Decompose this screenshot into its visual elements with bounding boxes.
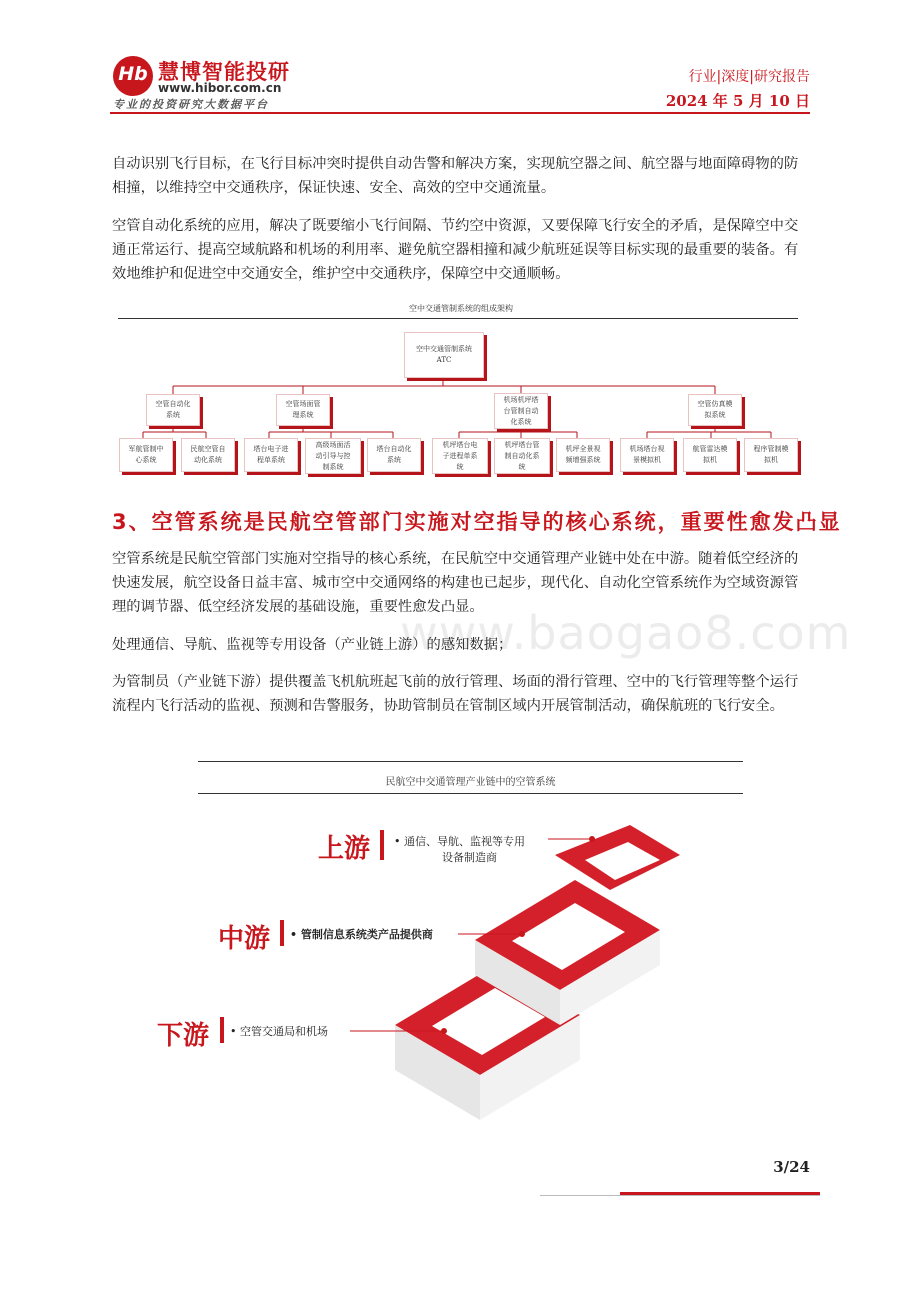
stage-upstream-label: 上游 (318, 834, 371, 864)
logo-icon: Hb (113, 56, 153, 96)
brand-url[interactable]: www.hibor.com.cn (158, 81, 282, 95)
stairs-graphic (360, 820, 680, 1140)
paragraph: 自动识别飞行目标，在飞行目标冲突时提供自动告警和解决方案，实现航空器之间、航空器与地面障碍物的防相撞，以维持空中交通秩序，保证快速、安全、高效的空中交通流量。 (112, 156, 799, 196)
org-node-surface: 空管场面管 理系统 (276, 394, 330, 426)
org-node-apron: 机场机坪塔 台管制自动 化系统 (494, 393, 548, 429)
org-node-root: 空中交通管制系统 ATC (404, 332, 484, 378)
org-node-leaf: 机坪塔台管 制自动化系 统 (494, 438, 550, 474)
org-node-leaf: 高级场面活 动引导与控 制系统 (305, 438, 361, 474)
org-node-leaf: 机坪塔台电 子进程单系 统 (432, 438, 488, 474)
footer-line (540, 1195, 820, 1196)
figure-rule (118, 318, 798, 319)
header-divider (110, 112, 810, 114)
report-date: 2024 年 5 月 10 日 (665, 92, 810, 110)
figure-title: 民航空中交通管理产业链中的空管系统 (385, 777, 556, 788)
stage-downstream-text: • 空管交通局和机场 (230, 1025, 328, 1038)
stage-connector (350, 1026, 450, 1036)
stage-midstream-text: • 管制信息系统类产品提供商 (290, 928, 433, 941)
stage-connector (548, 834, 598, 844)
report-category: 行业|深度|研究报告 (688, 69, 810, 85)
brand-name: 慧博智能投研 (158, 60, 290, 84)
org-node-automation: 空管自动化 系统 (146, 394, 200, 426)
paragraph: 空管系统是民航空管部门实施对空指导的核心系统，在民航空中交通管理产业链中处在中游。随着低空经济的快速发展，航空设备日益丰富、城市空中交通网络的构建也已起步，现代化、自动化空管系统作为空域资源管理的调节器、低空经济发展的基础设施，重要性愈发凸显。 (112, 551, 799, 615)
org-node-leaf: 民航空管自 动化系统 (181, 438, 235, 472)
footer-accent (620, 1192, 820, 1195)
org-node-leaf: 航管雷达模 拟机 (683, 438, 737, 472)
page-number: 3/24 (773, 1158, 810, 1176)
stage-midstream-label: 中游 (218, 924, 271, 954)
stage-bar (380, 830, 384, 860)
figure-rule (198, 793, 743, 794)
org-node-simulation: 空管仿真模 拟系统 (688, 394, 742, 426)
brand-slogan: 专业的投资研究大数据平台 (113, 98, 269, 111)
org-node-leaf: 军航管制中 心系统 (119, 438, 173, 472)
stage-bar (280, 920, 284, 946)
org-node-leaf: 程序管制模 拟机 (744, 438, 798, 472)
org-node-leaf: 机场塔台视 景模拟机 (620, 438, 674, 472)
paragraph: 为管制员（产业链下游）提供覆盖飞机航班起飞前的放行管理、场面的滑行管理、空中的飞行管理等整个运行流程内飞行活动的监视、预测和告警服务，协助管制员在管制区域内开展管制活动，确保航班的飞行安全。 (112, 674, 799, 714)
paragraph: 空管自动化系统的应用，解决了既要缩小飞行间隔、节约空中资源，又要保障飞行安全的矛盾，是保障空中交通正常运行、提高空域航路和机场的利用率、避免航空器相撞和减少航班延误等目标实现的最重要的装备。有效地维护和促进空中交通安全，维护空中交通秩序，保障空中交通顺畅。 (112, 218, 799, 282)
org-node-leaf: 机坪全景视 频增强系统 (556, 438, 610, 472)
stage-upstream-text: • 通信、导航、监视等专用 设备制造商 (394, 835, 525, 864)
stage-bar (220, 1017, 224, 1043)
figure-rule (198, 761, 743, 762)
figure-title: 空中交通管制系统的组成架构 (409, 304, 513, 313)
stage-connector (458, 929, 528, 939)
stage-downstream-label: 下游 (157, 1021, 210, 1051)
org-node-leaf: 塔台自动化 系统 (367, 438, 421, 472)
org-node-leaf: 塔台电子进 程单系统 (244, 438, 298, 472)
watermark: www.baogao8.com (400, 606, 852, 660)
paragraph: 处理通信、导航、监视等专用设备（产业链上游）的感知数据； (112, 637, 513, 653)
section-heading: 3、空管系统是民航空管部门实施对空指导的核心系统，重要性愈发凸显 (112, 510, 842, 534)
